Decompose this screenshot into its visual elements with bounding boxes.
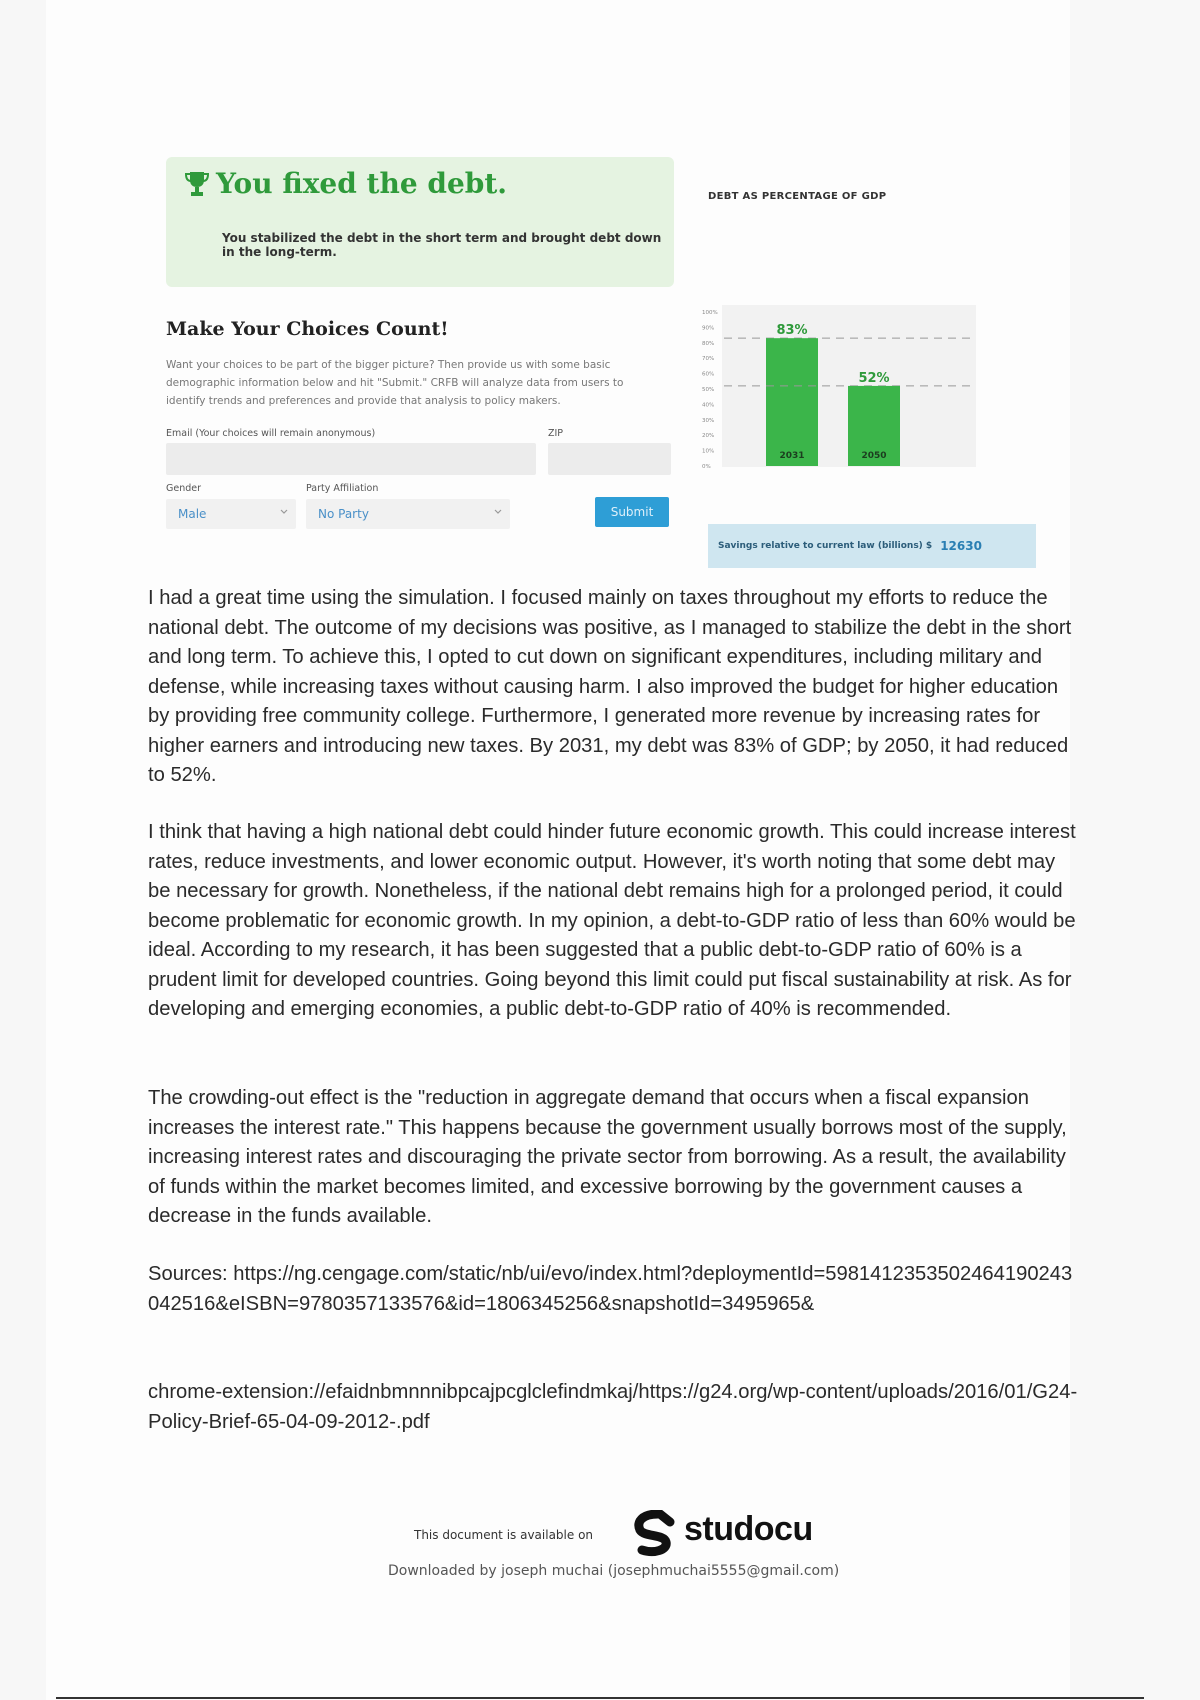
studocu-logo-icon: [630, 1510, 680, 1558]
footer-downloaded-text: Downloaded by joseph muchai (josephmuchai5555@gmail.com): [388, 1563, 840, 1579]
result-subtitle: You stabilized the debt in the short term and brought debt down in the long-term.: [222, 231, 662, 259]
savings-label: Savings relative to current law (billions) $: [718, 541, 933, 551]
bar-category-label: 2031: [779, 451, 805, 461]
email-label: Email (Your choices will remain anonymous): [166, 428, 376, 439]
paragraph-debt-growth: I think that having a high national debt could hinder future economic growth. This could increase interest rates, reduce investments, and lower economic output. However, it's worth noting that some debt may be necessary for growth. Nonetheless, if the national debt remains high for a prolonged period, it could become problematic for economic growth. In my opinion, a debt-to-GDP ratio of less than 60% would be ideal. According to my research, it has been suggested that a public debt-to-GDP ratio of 60% is a prudent limit for developed countries. Going beyond this limit could put fiscal sustainability at risk. As for developing and emerging economies, a public debt-to-GDP ratio of 40% is recommended.: [148, 821, 1076, 1020]
chart-title: DEBT AS PERCENTAGE OF GDP: [708, 191, 887, 202]
gender-select-value: Male: [178, 507, 207, 521]
zip-label: ZIP: [548, 428, 564, 439]
y-tick-label: 10%: [702, 448, 715, 455]
y-tick-label: 30%: [702, 417, 715, 424]
footer-available-text: This document is available on: [414, 1528, 594, 1542]
y-tick-label: 80%: [702, 340, 715, 347]
chevron-down-icon: [494, 508, 502, 516]
page-margin-left: [0, 0, 46, 1700]
bar-value-label: 52%: [858, 370, 890, 386]
submit-button[interactable]: Submit: [595, 497, 669, 527]
studocu-brand: studocu: [684, 1510, 813, 1548]
y-tick-label: 50%: [702, 387, 715, 393]
choices-title: Make Your Choices Count!: [166, 318, 449, 340]
paragraph-crowding-out: The crowding-out effect is the "reduction in aggregate demand that occurs when a fiscal expansion increases the interest rate." This happens because the government usually borrows most of the supply, increasing interest rates and discouraging the private sector from borrowing. As a result, the availability of funds within the market becomes limited, and excessive borrowing by the government causes a decrease in the funds available.: [148, 1087, 1067, 1227]
savings-bar: [708, 524, 1036, 568]
bottom-rule: [56, 1697, 1144, 1699]
bar-2031: [766, 338, 818, 466]
paragraph-simulation: I had a great time using the simulation. I focused mainly on taxes throughout my efforts to reduce the national debt. The outcome of my decisions was positive, as I managed to stabilize the debt in the short and long term. To achieve this, I opted to cut down on significant expenditures, including military and defense, while increasing taxes without causing harm. I also improved the budget for higher education by providing free community college. Furthermore, I generated more revenue by increasing rates for higher earners and introducing new taxes. By 2031, my debt was 83% of GDP; by 2050, it had reduced to 52%.: [148, 587, 1072, 786]
paragraph-source-1: Sources: https://ng.cengage.com/static/nb/ui/evo/index.html?deploymentId=5981412353502464190243042516&eISBN=9780357133576&id=1806345256&snapshotId=3495965&: [148, 1263, 1073, 1315]
party-label: Party Affiliation: [306, 483, 379, 494]
y-tick-label: 100%: [702, 310, 718, 316]
party-select[interactable]: [306, 499, 510, 529]
trophy-icon: [184, 170, 210, 198]
result-title: [184, 167, 507, 200]
y-tick-label: 20%: [702, 433, 715, 440]
chevron-down-icon: [280, 508, 288, 516]
result-box: [166, 157, 674, 287]
party-select-value: No Party: [318, 507, 369, 521]
bar-value-label: 83%: [776, 323, 808, 339]
y-tick-label: 60%: [702, 371, 715, 378]
gender-label: Gender: [166, 483, 202, 494]
choices-description: Want your choices to be part of the bigger picture? Then provide us with some basic demographic information below and hit "Submit." CRFB will analyze data from users to identify trends and preferences and provide that analysis to policy makers.: [166, 359, 624, 407]
y-tick-label: 70%: [702, 356, 715, 363]
chart-y-ticks: [702, 310, 718, 470]
zip-input[interactable]: [548, 443, 671, 475]
y-tick-label: 0%: [702, 464, 711, 470]
y-tick-label: 90%: [702, 325, 715, 332]
result-title-text: You fixed the debt.: [216, 167, 508, 200]
savings-value: 12630: [940, 539, 982, 553]
gender-select[interactable]: [166, 499, 296, 529]
paragraph-source-2: chrome-extension://efaidnbmnnnibpcajpcglclefindmkaj/https://g24.org/wp-content/uploads/2016/01/G24-Policy-Brief-65-04-09-2012-.pdf: [148, 1381, 1078, 1433]
debt-chart: [700, 300, 980, 472]
page-margin-right: [1070, 0, 1200, 1700]
bar-category-label: 2050: [861, 451, 887, 461]
email-input[interactable]: [166, 443, 536, 475]
y-tick-label: 40%: [702, 402, 715, 409]
